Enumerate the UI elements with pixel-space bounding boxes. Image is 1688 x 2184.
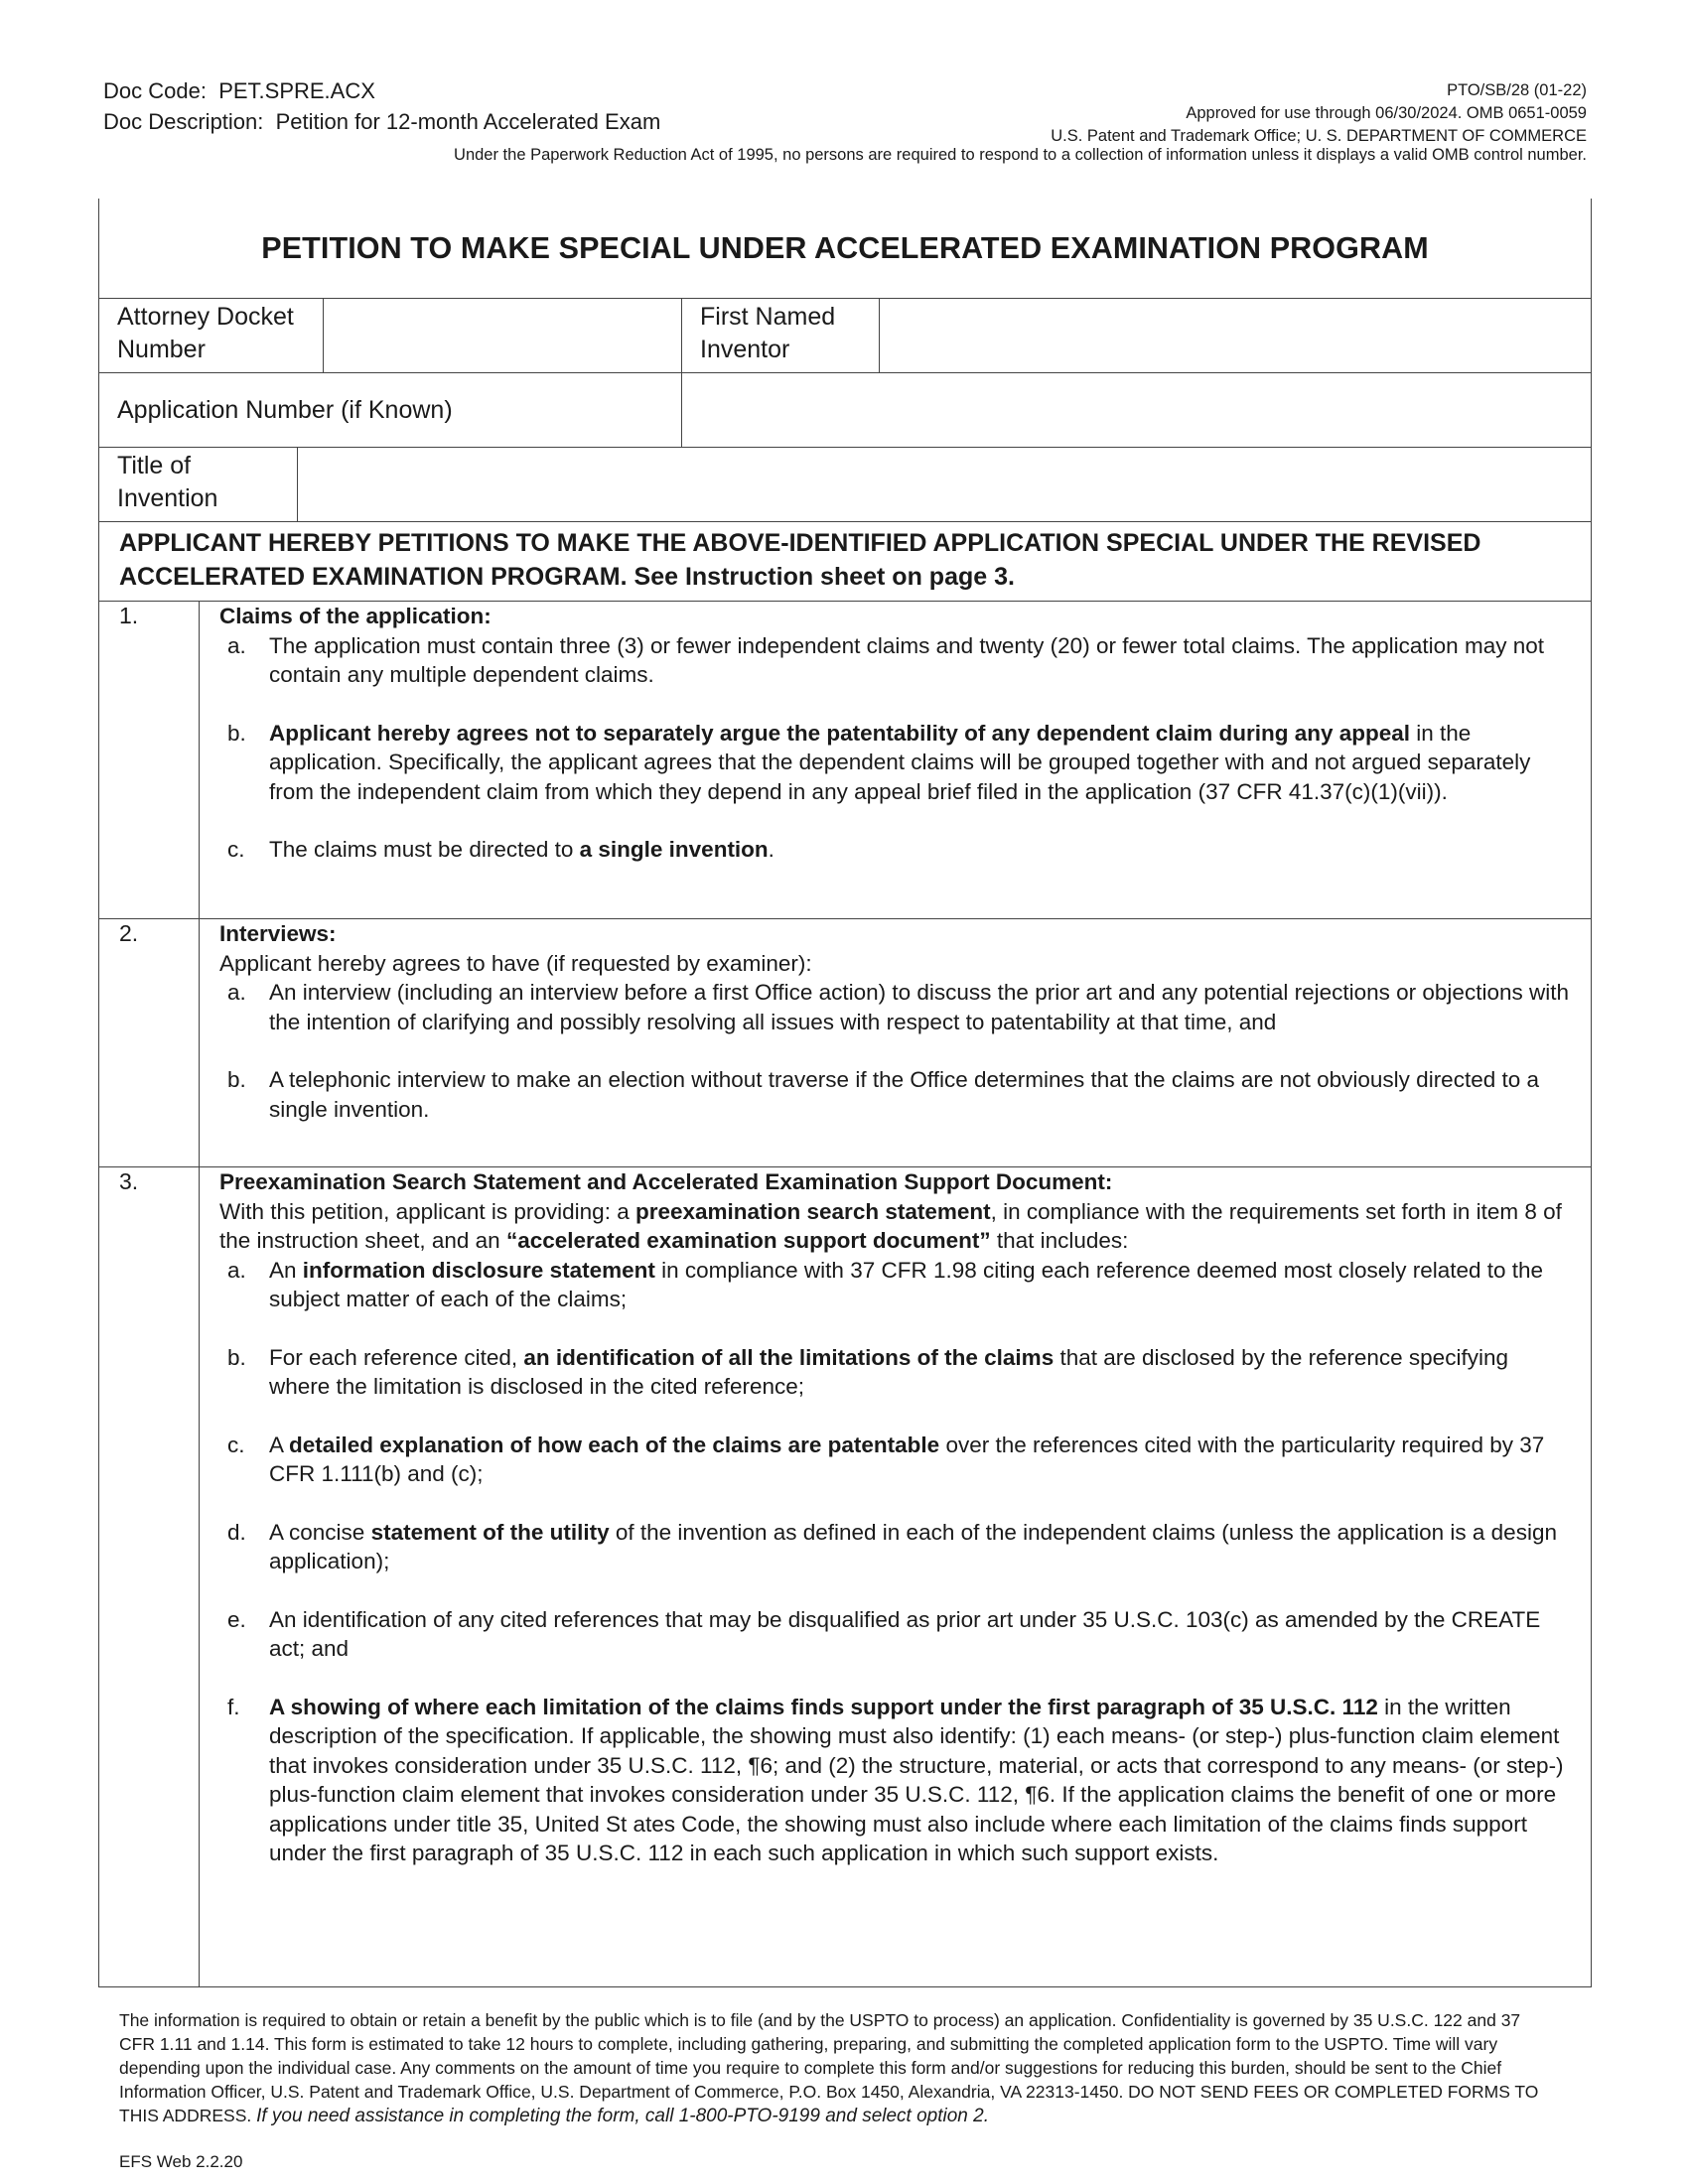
docket-inventor-row [99, 299, 1591, 373]
list-item: b. For each reference cited, an identification of all the limitations of the claims that are disclosed by the reference specifying where the limitation is disclosed in the cited reference; [227, 1344, 1508, 1399]
petition-statement: APPLICANT HEREBY PETITIONS TO MAKE THE ABOVE-IDENTIFIED APPLICATION SPECIAL UNDER THE REVISED ACCELERATED EXAMINATION PROGRAM. See Instruction sheet on page 3. [99, 522, 1591, 602]
office-name: U.S. Patent and Trademark Office; U. S. DEPARTMENT OF COMMERCE [1051, 127, 1587, 145]
appnum-row [99, 373, 1591, 448]
doc-code: PET.SPRE.ACX [218, 78, 375, 103]
section-interviews [99, 919, 1591, 1167]
list-item: b. A telephonic interview to make an election without traverse if the Office determines that the claims are not obviously directed to a single invention. [227, 1067, 1540, 1122]
section-number: 1. [99, 602, 200, 918]
list-item: c. The claims must be directed to a single invention. [227, 837, 774, 862]
list-item: d. A concise statement of the utility of the invention as defined in each of the independent claims (unless the application is a design application); [227, 1519, 1557, 1573]
section-number: 2. [99, 919, 200, 1166]
inventor-field[interactable] [880, 299, 1591, 372]
list-item: f. A showing of where each limitation of the claims finds support under the first paragraph of 35 U.S.C. 112 in the written description of the specification. If applicable, the showing must also identify: (1) each means- (or step-) plus-function claim element that invokes consideration under 35 U.S.C. 112, ¶6; and (2) the structure, material, or acts that correspond to any means- (or step-) plus-function claim element that invokes consideration under 35 U.S.C. 112, ¶6. If the application claims the benefit of one or more applications under title 35, United St ates Code, the showing must also include where each limitation of the claims finds support under the first paragraph of 35 U.S.C. 112 in each such application in which such support exists. [227, 1694, 1564, 1865]
doc-header-left [103, 75, 660, 137]
invention-title-label: Title of Invention [99, 448, 298, 521]
paperwork-notice: Under the Paperwork Reduction Act of 1995, no persons are required to respond to a collection of information unless it displays a valid OMB control number. [454, 146, 1587, 164]
docket-label: Attorney Docket Number [99, 299, 324, 372]
section-claims [99, 602, 1591, 919]
docket-field[interactable] [324, 299, 682, 372]
list-item: a. The application must contain three (3) or fewer independent claims and twenty (20) or fewer total claims. The application may not contain any multiple dependent claims. [227, 632, 1544, 687]
list-item: a. An interview (including an interview before a first Office action) to discuss the prior art and any potential rejections or objections with the intention of clarifying and possibly resolving all issues with respect to patentability at that time, and [227, 980, 1569, 1034]
section-search-statement [99, 1167, 1591, 1986]
form-title: PETITION TO MAKE SPECIAL UNDER ACCELERATED EXAMINATION PROGRAM [99, 199, 1591, 299]
list-item: c. A detailed explanation of how each of the claims are patentable over the references cited with the particularity required by 37 CFR 1.111(b) and (c); [227, 1432, 1545, 1486]
assistance-note: If you need assistance in completing the form, call 1-800-PTO-9199 and select option 2. [256, 2106, 989, 2126]
section-heading: Claims of the application: [219, 604, 492, 628]
inventor-label: First Named Inventor [682, 299, 880, 372]
petition-form [98, 199, 1592, 1987]
section-heading: Preexamination Search Statement and Accelerated Examination Support Document: [219, 1169, 1113, 1194]
approval-note: Approved for use through 06/30/2024. OMB 0651-0059 [1186, 104, 1587, 122]
section-heading: Interviews: [219, 921, 337, 946]
section-number: 3. [99, 1167, 200, 1986]
efs-version: EFS Web 2.2.20 [119, 2152, 243, 2171]
doc-header-right [1051, 79, 1587, 148]
invention-title-field[interactable] [298, 448, 1591, 521]
list-item: e. An identification of any cited references that may be disqualified as prior art under 35 U.S.C. 103(c) as amended by the CREATE act; and [227, 1606, 1541, 1661]
appnum-field[interactable] [682, 373, 1591, 447]
title-row [99, 448, 1591, 522]
section-intro: Applicant hereby agrees to have (if requested by examiner): [219, 950, 812, 976]
form-id: PTO/SB/28 (01-22) [1447, 81, 1587, 99]
section-intro: With this petition, applicant is providing: a preexamination search statement, in compliance with the requirements set forth in item 8 of the instruction sheet, and an “accelerated examination support document” that includes: [219, 1198, 1562, 1253]
doc-desc: Petition for 12-month Accelerated Exam [275, 109, 661, 134]
doc-code-label: Doc Code: [103, 78, 207, 103]
burden-statement: The information is required to obtain or retain a benefit by the public which is to file (and by the USPTO to process) an application. Confidentiality is governed by 35 U.S.C. 122 and 37 CFR 1.11 and 1.14. This form is estimated to take 12 hours to complete, including gathering, preparing, and submitting the completed application form to the USPTO. Time will vary depending upon the individual case. Any comments on the amount of time you require to complete this form and/or suggestions for reducing this burden, should be sent to the Chief Information Officer, U.S. Patent and Trademark Office, U.S. Department of Commerce, P.O. Box 1450, Alexandria, VA 22313-1450. DO NOT SEND FEES OR COMPLETED FORMS TO THIS ADDRESS. If you need assistance in completing the form, call 1-800-PTO-9199 and select option 2. [119, 2010, 1539, 2126]
doc-desc-label: Doc Description: [103, 109, 264, 134]
list-item: b. Applicant hereby agrees not to separately argue the patentability of any dependent claim during any appeal in the application. Specifically, the applicant agrees that the dependent claims will be grouped together with and not argued separately from the independent claim from which they depend in any appeal brief filed in the application (37 CFR 41.37(c)(1)(vii)). [227, 720, 1531, 804]
appnum-label: Application Number (if Known) [99, 373, 682, 447]
list-item: a. An information disclosure statement in compliance with 37 CFR 1.98 citing each reference deemed most closely related to the subject matter of each of the claims; [227, 1257, 1544, 1311]
